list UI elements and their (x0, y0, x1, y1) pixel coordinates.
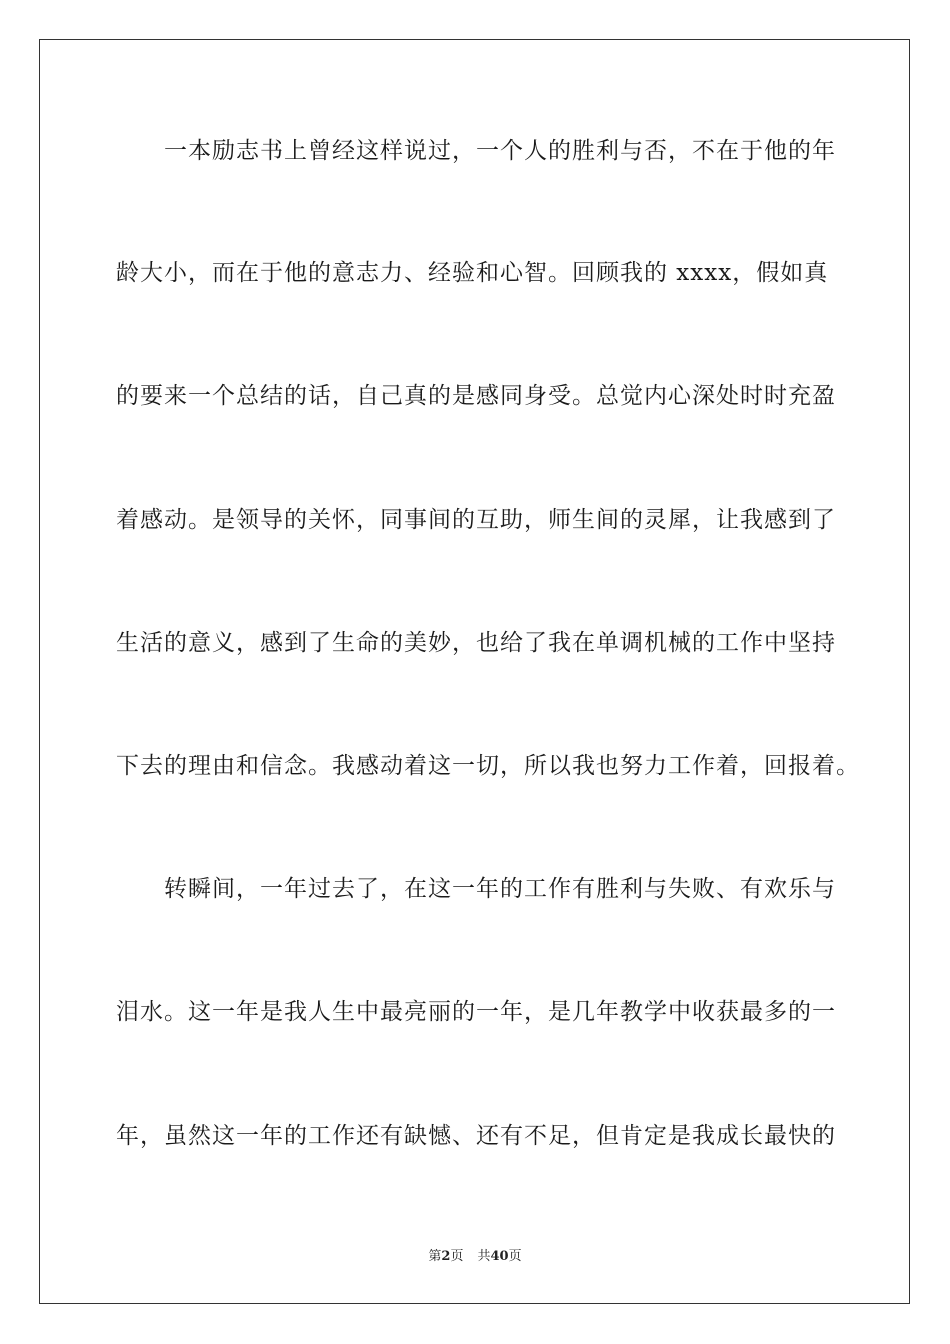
paragraph-line-8: 泪水。这一年是我人生中最亮丽的一年，是几年教学中收获最多的一 (116, 999, 836, 1025)
paragraph-line-4: 着感动。是领导的关怀，同事间的互助，师生间的灵犀，让我感到了 (116, 507, 836, 533)
page-border (39, 39, 910, 1304)
paragraph-line-1: 一本励志书上曾经这样说过，一个人的胜利与否，不在于他的年 (116, 138, 836, 164)
page-prefix: 第 (428, 1249, 442, 1264)
page-footer (0, 1248, 950, 1266)
paragraph-line-9: 年，虽然这一年的工作还有缺憾、还有不足，但肯定是我成长最快的 (116, 1123, 836, 1149)
current-page-number: 2 (441, 1249, 451, 1264)
paragraph-line-5: 生活的意义，感到了生命的美妙，也给了我在单调机械的工作中坚持 (116, 630, 836, 656)
total-page-number: 40 (490, 1249, 509, 1264)
paragraph-line-2: 龄大小，而在于他的意志力、经验和心智。回顾我的 xxxx，假如真 (116, 260, 829, 286)
paragraph-line-6: 下去的理由和信念。我感动着这一切，所以我也努力工作着，回报着。 (116, 753, 860, 779)
total-prefix: 共 (477, 1249, 491, 1264)
paragraph-line-7: 转瞬间，一年过去了，在这一年的工作有胜利与失败、有欢乐与 (116, 876, 836, 902)
paragraph-line-3: 的要来一个总结的话，自己真的是感同身受。总觉内心深处时时充盈 (116, 383, 836, 409)
total-suffix: 页 (508, 1249, 522, 1264)
page-suffix: 页 (450, 1249, 464, 1264)
